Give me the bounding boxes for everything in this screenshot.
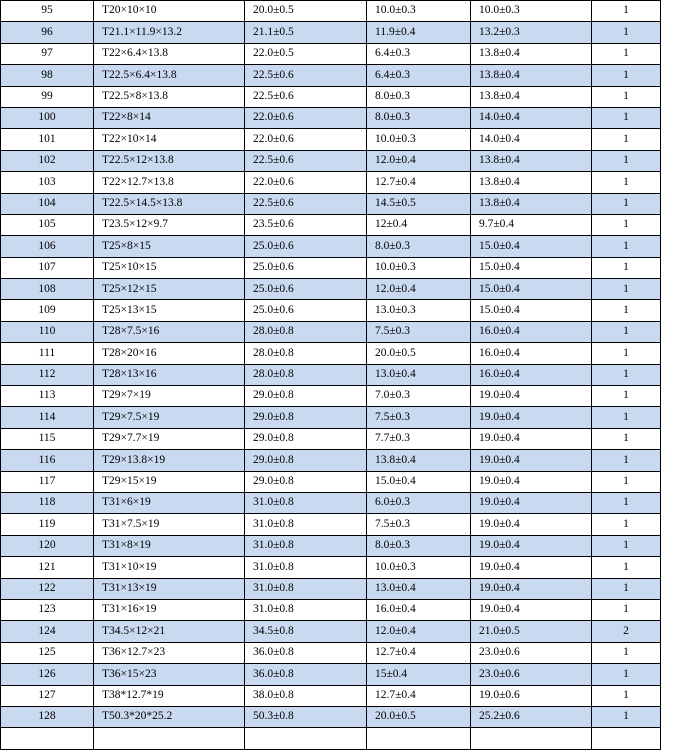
quantity-cell: 1	[592, 65, 661, 86]
inner-diameter-cell: 6.4±0.3	[367, 65, 471, 86]
height-cell: 19.0±0.4	[471, 535, 592, 556]
inner-diameter-cell: 8.0±0.3	[367, 535, 471, 556]
quantity-cell: 1	[592, 450, 661, 471]
model-cell: T36×15×23	[94, 664, 245, 685]
model-cell: T29×7.7×19	[94, 428, 245, 449]
height-cell: 19.0±0.6	[471, 685, 592, 706]
outer-diameter-cell: 28.0±0.8	[245, 364, 367, 385]
height-cell: 23.0±0.6	[471, 664, 592, 685]
outer-diameter-cell: 22.5±0.6	[245, 86, 367, 107]
height-cell: 16.0±0.4	[471, 364, 592, 385]
table-row	[1, 129, 661, 150]
outer-diameter-cell: 31.0±0.8	[245, 599, 367, 620]
model-cell: T31×7.5×19	[94, 514, 245, 535]
model-cell: T28×7.5×16	[94, 321, 245, 342]
outer-diameter-cell: 38.0±0.8	[245, 685, 367, 706]
quantity-cell: 1	[592, 407, 661, 428]
inner-diameter-cell: 6.4±0.3	[367, 43, 471, 64]
model-cell: T29×13.8×19	[94, 450, 245, 471]
height-cell: 16.0±0.4	[471, 343, 592, 364]
table-row	[1, 578, 661, 599]
table-row	[1, 343, 661, 364]
outer-diameter-cell: 22.0±0.6	[245, 172, 367, 193]
model-cell: T31×6×19	[94, 492, 245, 513]
outer-diameter-cell: 31.0±0.8	[245, 557, 367, 578]
quantity-cell: 1	[592, 300, 661, 321]
height-cell: 19.0±0.4	[471, 471, 592, 492]
row-number-cell: 96	[1, 22, 94, 43]
outer-diameter-cell: 22.5±0.6	[245, 193, 367, 214]
inner-diameter-cell: 20.0±0.5	[367, 706, 471, 727]
table-row	[1, 471, 661, 492]
model-cell: T29×7×19	[94, 386, 245, 407]
row-number-cell: 105	[1, 214, 94, 235]
outer-diameter-cell: 22.5±0.6	[245, 65, 367, 86]
height-cell: 14.0±0.4	[471, 129, 592, 150]
row-number-cell: 116	[1, 450, 94, 471]
outer-diameter-cell: 29.0±0.8	[245, 428, 367, 449]
quantity-cell: 1	[592, 193, 661, 214]
inner-diameter-cell: 12.0±0.4	[367, 621, 471, 642]
model-cell: T22.5×12×13.8	[94, 150, 245, 171]
row-number-cell: 128	[1, 706, 94, 727]
row-number-cell: 125	[1, 642, 94, 663]
model-cell: T31×8×19	[94, 535, 245, 556]
outer-diameter-cell: 25.0±0.6	[245, 257, 367, 278]
quantity-cell: 1	[592, 578, 661, 599]
quantity-cell	[592, 728, 661, 749]
outer-diameter-cell: 25.0±0.6	[245, 300, 367, 321]
inner-diameter-cell: 10.0±0.3	[367, 557, 471, 578]
inner-diameter-cell: 12.7±0.4	[367, 172, 471, 193]
height-cell: 14.0±0.4	[471, 107, 592, 128]
height-cell: 25.2±0.6	[471, 706, 592, 727]
table-row	[1, 492, 661, 513]
quantity-cell: 1	[592, 129, 661, 150]
inner-diameter-cell: 20.0±0.5	[367, 343, 471, 364]
spec-table-body	[1, 1, 661, 750]
quantity-cell: 1	[592, 364, 661, 385]
table-row	[1, 599, 661, 620]
quantity-cell: 1	[592, 514, 661, 535]
outer-diameter-cell: 22.0±0.6	[245, 107, 367, 128]
height-cell: 13.8±0.4	[471, 193, 592, 214]
outer-diameter-cell: 25.0±0.6	[245, 236, 367, 257]
outer-diameter-cell: 29.0±0.8	[245, 407, 367, 428]
model-cell: T29×7.5×19	[94, 407, 245, 428]
inner-diameter-cell: 8.0±0.3	[367, 236, 471, 257]
table-row	[1, 300, 661, 321]
height-cell: 13.8±0.4	[471, 86, 592, 107]
model-cell: T22×6.4×13.8	[94, 43, 245, 64]
outer-diameter-cell: 23.5±0.6	[245, 214, 367, 235]
outer-diameter-cell: 25.0±0.6	[245, 279, 367, 300]
quantity-cell: 1	[592, 428, 661, 449]
outer-diameter-cell: 29.0±0.8	[245, 450, 367, 471]
model-cell: T25×12×15	[94, 279, 245, 300]
table-row	[1, 428, 661, 449]
inner-diameter-cell: 13.0±0.3	[367, 300, 471, 321]
height-cell: 19.0±0.4	[471, 450, 592, 471]
quantity-cell: 1	[592, 150, 661, 171]
height-cell: 21.0±0.5	[471, 621, 592, 642]
model-cell: T22.5×6.4×13.8	[94, 65, 245, 86]
inner-diameter-cell: 12±0.4	[367, 214, 471, 235]
table-row	[1, 685, 661, 706]
quantity-cell: 1	[592, 535, 661, 556]
outer-diameter-cell: 31.0±0.8	[245, 514, 367, 535]
inner-diameter-cell: 8.0±0.3	[367, 107, 471, 128]
row-number-cell: 121	[1, 557, 94, 578]
row-number-cell: 103	[1, 172, 94, 193]
table-row	[1, 407, 661, 428]
inner-diameter-cell: 12.7±0.4	[367, 642, 471, 663]
quantity-cell: 1	[592, 706, 661, 727]
inner-diameter-cell: 7.5±0.3	[367, 514, 471, 535]
model-cell: T31×10×19	[94, 557, 245, 578]
height-cell: 15.0±0.4	[471, 279, 592, 300]
height-cell: 23.0±0.6	[471, 642, 592, 663]
model-cell: T34.5×12×21	[94, 621, 245, 642]
table-row	[1, 86, 661, 107]
model-cell: T22.5×8×13.8	[94, 86, 245, 107]
quantity-cell: 1	[592, 1, 661, 22]
outer-diameter-cell: 28.0±0.8	[245, 321, 367, 342]
outer-diameter-cell: 29.0±0.8	[245, 471, 367, 492]
outer-diameter-cell: 31.0±0.8	[245, 492, 367, 513]
row-number-cell: 102	[1, 150, 94, 171]
model-cell: T28×13×16	[94, 364, 245, 385]
table-row	[1, 535, 661, 556]
quantity-cell: 1	[592, 386, 661, 407]
model-cell: T22×10×14	[94, 129, 245, 150]
inner-diameter-cell: 6.0±0.3	[367, 492, 471, 513]
row-number-cell: 126	[1, 664, 94, 685]
inner-diameter-cell: 13.0±0.4	[367, 578, 471, 599]
quantity-cell: 1	[592, 685, 661, 706]
inner-diameter-cell: 8.0±0.3	[367, 86, 471, 107]
height-cell	[471, 728, 592, 749]
outer-diameter-cell: 36.0±0.8	[245, 664, 367, 685]
row-number-cell	[1, 728, 94, 749]
row-number-cell: 124	[1, 621, 94, 642]
table-row	[1, 107, 661, 128]
row-number-cell: 122	[1, 578, 94, 599]
height-cell: 19.0±0.4	[471, 428, 592, 449]
quantity-cell: 1	[592, 557, 661, 578]
outer-diameter-cell: 31.0±0.8	[245, 535, 367, 556]
outer-diameter-cell: 31.0±0.8	[245, 578, 367, 599]
model-cell: T20×10×10	[94, 1, 245, 22]
table-row	[1, 386, 661, 407]
inner-diameter-cell: 7.5±0.3	[367, 407, 471, 428]
height-cell: 15.0±0.4	[471, 236, 592, 257]
model-cell: T22×8×14	[94, 107, 245, 128]
quantity-cell: 1	[592, 107, 661, 128]
inner-diameter-cell: 10.0±0.3	[367, 257, 471, 278]
table-row	[1, 257, 661, 278]
row-number-cell: 127	[1, 685, 94, 706]
outer-diameter-cell: 28.0±0.8	[245, 343, 367, 364]
table-row	[1, 642, 661, 663]
table-row	[1, 514, 661, 535]
table-row	[1, 664, 661, 685]
model-cell: T29×15×19	[94, 471, 245, 492]
outer-diameter-cell: 22.0±0.6	[245, 129, 367, 150]
quantity-cell: 1	[592, 642, 661, 663]
table-row	[1, 621, 661, 642]
table-row	[1, 172, 661, 193]
outer-diameter-cell: 22.0±0.5	[245, 43, 367, 64]
model-cell: T31×16×19	[94, 599, 245, 620]
outer-diameter-cell: 20.0±0.5	[245, 1, 367, 22]
height-cell: 19.0±0.4	[471, 557, 592, 578]
table-row	[1, 150, 661, 171]
height-cell: 13.8±0.4	[471, 150, 592, 171]
height-cell: 13.8±0.4	[471, 172, 592, 193]
model-cell: T38*12.7*19	[94, 685, 245, 706]
table-row	[1, 236, 661, 257]
model-cell: T22×12.7×13.8	[94, 172, 245, 193]
model-cell: T22.5×14.5×13.8	[94, 193, 245, 214]
model-cell: T25×8×15	[94, 236, 245, 257]
height-cell: 19.0±0.4	[471, 386, 592, 407]
quantity-cell: 1	[592, 43, 661, 64]
table-row	[1, 728, 661, 749]
height-cell: 13.2±0.3	[471, 22, 592, 43]
row-number-cell: 106	[1, 236, 94, 257]
row-number-cell: 101	[1, 129, 94, 150]
inner-diameter-cell: 10.0±0.3	[367, 1, 471, 22]
model-cell	[94, 728, 245, 749]
inner-diameter-cell: 12.0±0.4	[367, 150, 471, 171]
inner-diameter-cell: 7.7±0.3	[367, 428, 471, 449]
model-cell: T21.1×11.9×13.2	[94, 22, 245, 43]
row-number-cell: 118	[1, 492, 94, 513]
height-cell: 19.0±0.4	[471, 599, 592, 620]
inner-diameter-cell: 11.9±0.4	[367, 22, 471, 43]
row-number-cell: 99	[1, 86, 94, 107]
model-cell: T28×20×16	[94, 343, 245, 364]
row-number-cell: 113	[1, 386, 94, 407]
row-number-cell: 120	[1, 535, 94, 556]
inner-diameter-cell: 15±0.4	[367, 664, 471, 685]
quantity-cell: 1	[592, 257, 661, 278]
model-cell: T31×13×19	[94, 578, 245, 599]
row-number-cell: 114	[1, 407, 94, 428]
table-row	[1, 364, 661, 385]
quantity-cell: 1	[592, 471, 661, 492]
row-number-cell: 112	[1, 364, 94, 385]
table-row	[1, 65, 661, 86]
table-row	[1, 279, 661, 300]
quantity-cell: 1	[592, 22, 661, 43]
inner-diameter-cell: 12.0±0.4	[367, 279, 471, 300]
model-cell: T23.5×12×9.7	[94, 214, 245, 235]
quantity-cell: 1	[592, 279, 661, 300]
model-cell: T25×13×15	[94, 300, 245, 321]
quantity-cell: 1	[592, 86, 661, 107]
row-number-cell: 107	[1, 257, 94, 278]
row-number-cell: 108	[1, 279, 94, 300]
row-number-cell: 98	[1, 65, 94, 86]
inner-diameter-cell: 12.7±0.4	[367, 685, 471, 706]
quantity-cell: 1	[592, 214, 661, 235]
inner-diameter-cell	[367, 728, 471, 749]
quantity-cell: 1	[592, 492, 661, 513]
table-row	[1, 22, 661, 43]
outer-diameter-cell: 36.0±0.8	[245, 642, 367, 663]
quantity-cell: 1	[592, 599, 661, 620]
height-cell: 19.0±0.4	[471, 578, 592, 599]
table-row	[1, 193, 661, 214]
outer-diameter-cell: 50.3±0.8	[245, 706, 367, 727]
table-row	[1, 321, 661, 342]
table-row	[1, 43, 661, 64]
inner-diameter-cell: 16.0±0.4	[367, 599, 471, 620]
row-number-cell: 97	[1, 43, 94, 64]
height-cell: 13.8±0.4	[471, 43, 592, 64]
height-cell: 16.0±0.4	[471, 321, 592, 342]
row-number-cell: 115	[1, 428, 94, 449]
height-cell: 10.0±0.3	[471, 1, 592, 22]
quantity-cell: 1	[592, 664, 661, 685]
quantity-cell: 1	[592, 236, 661, 257]
inner-diameter-cell: 13.8±0.4	[367, 450, 471, 471]
height-cell: 13.8±0.4	[471, 65, 592, 86]
table-row	[1, 214, 661, 235]
inner-diameter-cell: 13.0±0.4	[367, 364, 471, 385]
outer-diameter-cell: 22.5±0.6	[245, 150, 367, 171]
outer-diameter-cell	[245, 728, 367, 749]
model-cell: T36×12.7×23	[94, 642, 245, 663]
table-row	[1, 1, 661, 22]
row-number-cell: 119	[1, 514, 94, 535]
outer-diameter-cell: 34.5±0.8	[245, 621, 367, 642]
table-row	[1, 450, 661, 471]
height-cell: 15.0±0.4	[471, 257, 592, 278]
quantity-cell: 1	[592, 343, 661, 364]
outer-diameter-cell: 29.0±0.8	[245, 386, 367, 407]
table-row	[1, 557, 661, 578]
inner-diameter-cell: 10.0±0.3	[367, 129, 471, 150]
quantity-cell: 2	[592, 621, 661, 642]
model-cell: T50.3*20*25.2	[94, 706, 245, 727]
row-number-cell: 123	[1, 599, 94, 620]
inner-diameter-cell: 14.5±0.5	[367, 193, 471, 214]
row-number-cell: 95	[1, 1, 94, 22]
height-cell: 19.0±0.4	[471, 492, 592, 513]
row-number-cell: 117	[1, 471, 94, 492]
row-number-cell: 110	[1, 321, 94, 342]
row-number-cell: 100	[1, 107, 94, 128]
height-cell: 15.0±0.4	[471, 300, 592, 321]
model-cell: T25×10×15	[94, 257, 245, 278]
row-number-cell: 109	[1, 300, 94, 321]
outer-diameter-cell: 21.1±0.5	[245, 22, 367, 43]
height-cell: 19.0±0.4	[471, 514, 592, 535]
height-cell: 9.7±0.4	[471, 214, 592, 235]
quantity-cell: 1	[592, 321, 661, 342]
table-row	[1, 706, 661, 727]
quantity-cell: 1	[592, 172, 661, 193]
inner-diameter-cell: 7.5±0.3	[367, 321, 471, 342]
row-number-cell: 104	[1, 193, 94, 214]
height-cell: 19.0±0.4	[471, 407, 592, 428]
row-number-cell: 111	[1, 343, 94, 364]
inner-diameter-cell: 15.0±0.4	[367, 471, 471, 492]
inner-diameter-cell: 7.0±0.3	[367, 386, 471, 407]
